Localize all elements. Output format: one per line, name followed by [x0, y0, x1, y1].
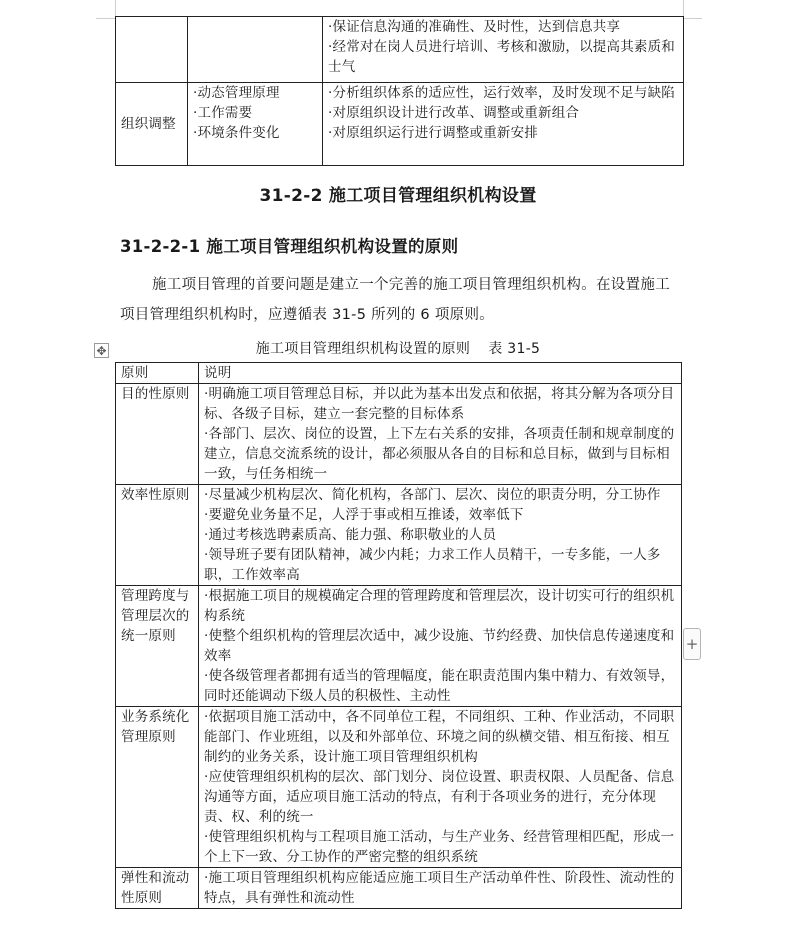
- table-move-handle-icon[interactable]: ✥: [94, 343, 109, 358]
- desc-item: ·使管理组织机构与工程项目施工活动，与生产业务、经营管理相匹配，形成一个上下一致、分工协作的严密完整的组织系统: [204, 829, 675, 865]
- desc-item: ·明确施工项目管理总目标，并以此为基本出发点和依据，将其分解为各项分目标、各级子目标，建立一套完整的目标体系: [204, 386, 675, 422]
- subsection-title: 31-2-2-1 施工项目管理组织机构设置的原则: [120, 237, 459, 256]
- desc-item: ·尽量减少机构层次、简化机构，各部门、层次、岗位的职责分明，分工协作: [204, 487, 661, 503]
- header-cell: 原则: [116, 363, 199, 384]
- add-row-plus-icon[interactable]: +: [683, 628, 701, 660]
- desc-item: ·要避免业务量不足，人浮于事或相互推诿，效率低下: [204, 507, 524, 523]
- desc-item: ·根据施工项目的规模确定合理的管理跨度和管理层次，设计切实可行的组织机构系统: [204, 588, 675, 624]
- cell-line: ·工作需要: [193, 105, 253, 121]
- desc-item: ·依据项目施工活动中，各不同单位工程，不同组织、工种、作业活动，不同职能部门、作业班组，以及和外部单位、环境之间的纵横交错、相互衔接、相互制约的业务关系，设计施工项目管理组织机构: [204, 709, 675, 765]
- section-title: 31-2-2 施工项目管理组织机构设置: [259, 186, 537, 206]
- table-row: [116, 868, 682, 909]
- table-cell: [188, 17, 323, 83]
- desc-item: ·施工项目管理组织机构应能适应施工项目生产活动单件性、阶段性、流动性的特点，具有弹性和流动性: [204, 870, 675, 906]
- principle-desc: [199, 868, 682, 909]
- table-row: [116, 384, 682, 485]
- principle-name: 业务系统化管理原则: [116, 707, 199, 868]
- desc-item: ·使各级管理者都拥有适当的管理幅度，能在职责范围内集中精力、有效领导，同时还能调动下级人员的积极性、主动性: [204, 668, 675, 704]
- table-row: [116, 17, 684, 83]
- header-cell: 说明: [199, 363, 682, 384]
- margin-guide: [683, 18, 702, 19]
- table-header-row: [116, 363, 682, 384]
- table-cell: [323, 17, 684, 83]
- principle-name: 目的性原则: [116, 384, 199, 485]
- cell-line: ·经常对在岗人员进行培训、考核和激励，以提高其素质和士气: [328, 39, 675, 75]
- table-row: [116, 485, 682, 586]
- table-row: [116, 707, 682, 868]
- principle-name: 管理跨度与管理层次的统一原则: [116, 586, 199, 707]
- cell-line: ·动态管理原理: [193, 85, 280, 101]
- cell-line: ·保证信息沟通的准确性、及时性，达到信息共享: [328, 19, 621, 35]
- desc-item: ·使整个组织机构的管理层次适中，减少设施、节约经费、加快信息传递速度和效率: [204, 628, 675, 664]
- cell-line: ·环境条件变化: [193, 125, 280, 141]
- paragraph-text: 施工项目管理的首要问题是建立一个完善的施工项目管理组织机构。在设置施工项目管理组织机构时，应遵循表 31-5 所列的 6 项原则。: [120, 277, 670, 323]
- desc-item: ·应使管理组织机构的层次、部门划分、岗位设置、职责权限、人员配备、信息沟通等方面，适应项目施工活动的特点，有利于各项业务的进行，充分体现责、权、利的统一: [204, 769, 675, 825]
- margin-guide: [96, 18, 115, 19]
- previous-table: [115, 16, 684, 166]
- caption-number: 表 31-5: [488, 341, 541, 357]
- table-row: [116, 586, 682, 707]
- table-row: [116, 83, 684, 166]
- table-cell-label: 组织调整: [116, 83, 188, 166]
- desc-item: ·各部门、层次、岗位的设置，上下左右关系的安排，各项责任制和规章制度的建立，信息交流系统的设计，都必须服从各自的目标和总目标，做到与目标相一致，与任务相统一: [204, 426, 675, 482]
- principles-table: [115, 362, 682, 909]
- cell-line: ·对原组织运行进行调整或重新安排: [328, 125, 538, 141]
- table-cell: [116, 17, 188, 83]
- principle-name: 效率性原则: [116, 485, 199, 586]
- principle-name: 弹性和流动性原则: [116, 868, 199, 909]
- desc-item: ·领导班子要有团队精神，减少内耗；力求工作人员精干，一专多能，一人多职，工作效率高: [204, 547, 661, 583]
- body-paragraph: [120, 270, 680, 330]
- cell-line: ·分析组织体系的适应性，运行效率，及时发现不足与缺陷: [328, 85, 675, 101]
- principle-desc: [199, 586, 682, 707]
- principle-desc: [199, 384, 682, 485]
- cell-line: ·对原组织设计进行改革、调整或重新组合: [328, 105, 580, 121]
- table-cell: [323, 83, 684, 166]
- caption-title: 施工项目管理组织机构设置的原则: [255, 341, 471, 357]
- table-caption: [0, 338, 796, 358]
- desc-item: ·通过考核选聘素质高、能力强、称职敬业的人员: [204, 527, 497, 543]
- table-cell: [188, 83, 323, 166]
- principle-desc: [199, 485, 682, 586]
- principle-desc: [199, 707, 682, 868]
